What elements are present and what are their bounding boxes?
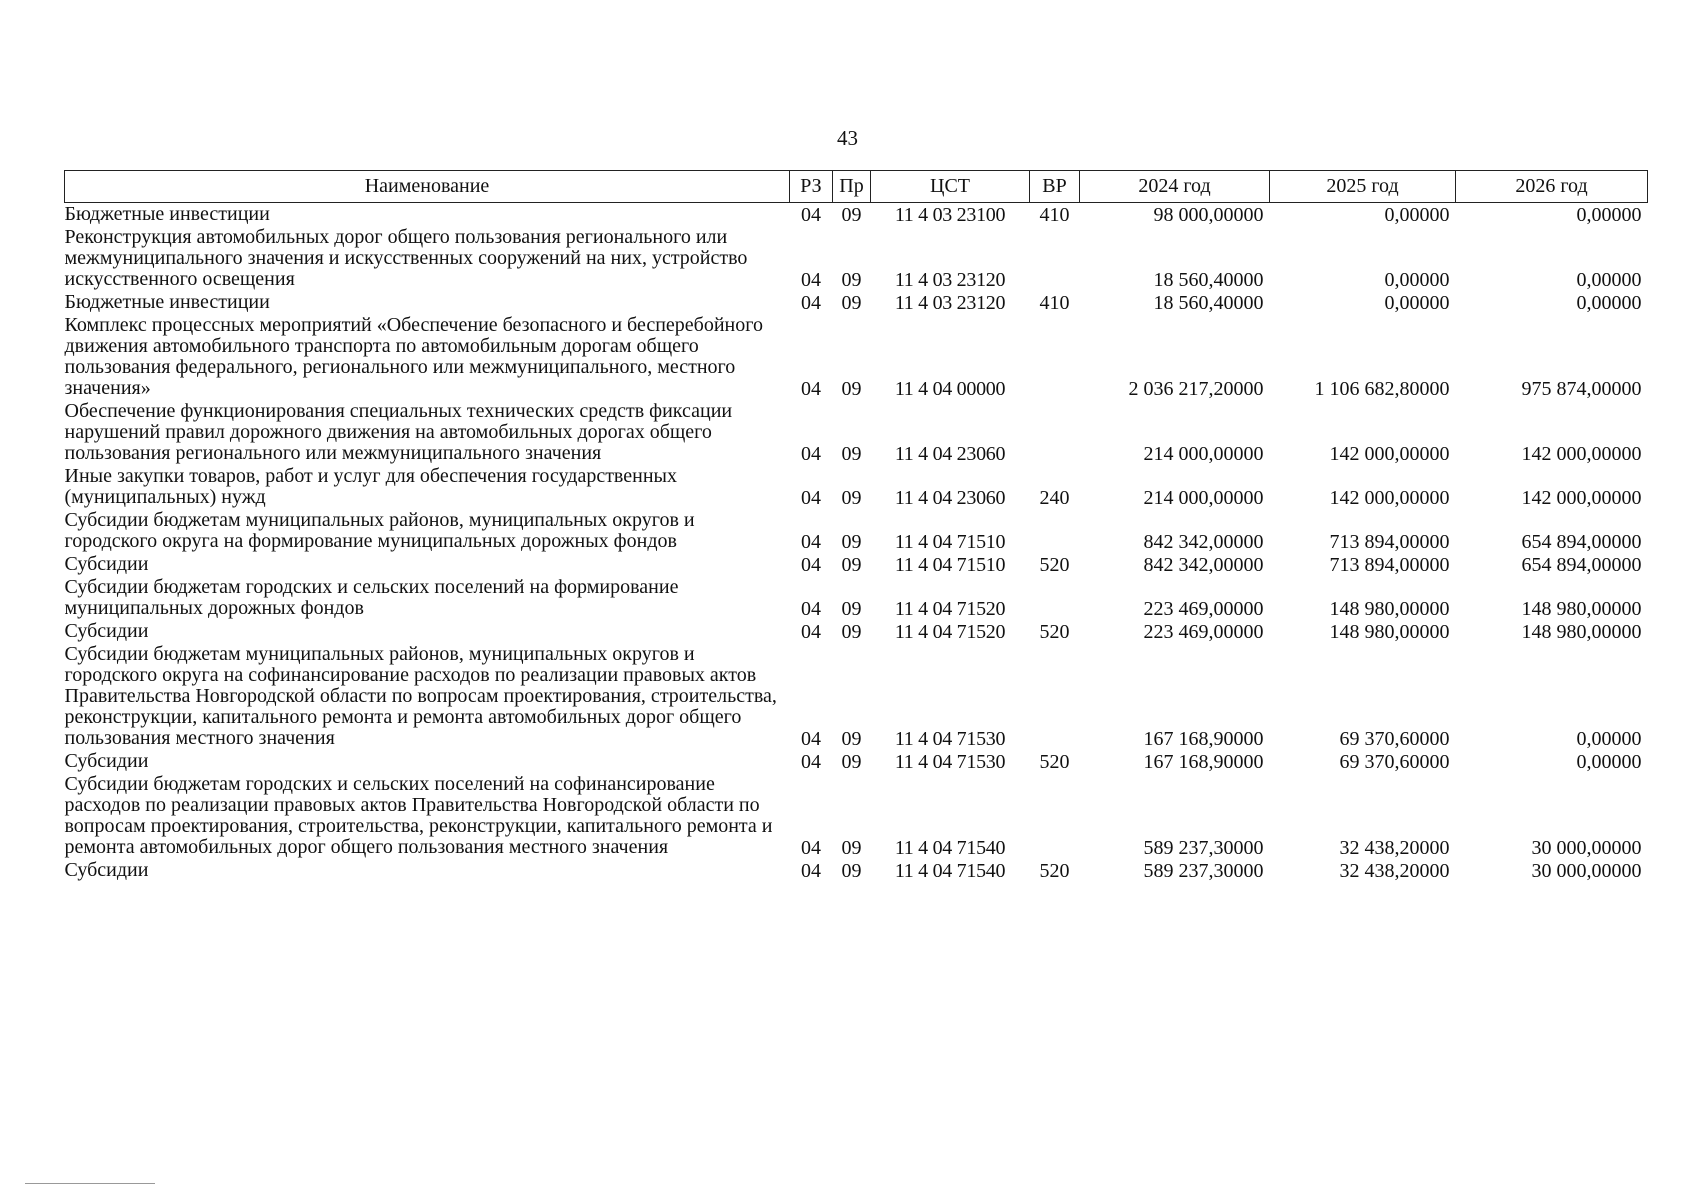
cell-rz: 04 — [801, 860, 821, 882]
cell-cst: 11 4 04 00000 — [894, 378, 1006, 400]
cell-2024: 2 036 217,20000 — [1128, 378, 1264, 400]
cell-2025: 32 438,20000 — [1339, 860, 1450, 882]
header-cst: ЦСТ — [871, 171, 1030, 203]
cell-2024: 223 469,00000 — [1143, 621, 1264, 643]
cell-vr — [1030, 643, 1080, 750]
cell-rz: 04 — [801, 292, 821, 314]
cell-vr: 520 — [1039, 621, 1070, 643]
cell-2024: 842 342,00000 — [1143, 554, 1264, 576]
cell-2026: 0,00000 — [1576, 292, 1642, 314]
cell-cst: 11 4 04 71530 — [894, 728, 1006, 750]
cell-pr: 09 — [841, 204, 862, 226]
cell-2025: 1 106 682,80000 — [1314, 378, 1450, 400]
cell-rz: 04 — [801, 269, 821, 291]
cell-vr: 410 — [1039, 292, 1070, 314]
cell-2025: 0,00000 — [1384, 204, 1450, 226]
table-row — [65, 773, 1648, 859]
cell-vr — [1030, 400, 1080, 465]
table-row — [65, 465, 1648, 509]
cell-cst: 11 4 03 23120 — [894, 269, 1006, 291]
cell-rz: 04 — [801, 621, 821, 643]
cell-2026: 30 000,00000 — [1531, 860, 1642, 882]
cell-2026: 148 980,00000 — [1521, 598, 1642, 620]
cell-2025: 142 000,00000 — [1329, 443, 1450, 465]
cell-pr: 09 — [841, 751, 862, 773]
cell-2026: 0,00000 — [1576, 751, 1642, 773]
cell-2026: 30 000,00000 — [1531, 837, 1642, 859]
header-vr: ВР — [1030, 171, 1080, 203]
cell-2025: 69 370,60000 — [1339, 728, 1450, 750]
table-row — [65, 400, 1648, 465]
table-header — [65, 171, 1648, 203]
cell-cst: 11 4 04 71510 — [894, 554, 1006, 576]
cell-pr: 09 — [841, 598, 862, 620]
cell-pr: 09 — [841, 621, 862, 643]
table-row — [65, 576, 1648, 620]
cell-2025: 713 894,00000 — [1329, 531, 1450, 553]
cell-vr: 240 — [1039, 487, 1070, 509]
table-row — [65, 859, 1648, 882]
header-pr: Пр — [833, 171, 871, 203]
cell-cst: 11 4 04 71530 — [894, 751, 1006, 773]
cell-2025: 142 000,00000 — [1329, 487, 1450, 509]
cell-2026: 975 874,00000 — [1521, 378, 1642, 400]
header-2025: 2025 год — [1270, 171, 1456, 203]
table-body — [65, 203, 1648, 883]
scan-edge-line — [25, 1183, 155, 1184]
cell-2024: 842 342,00000 — [1143, 531, 1264, 553]
cell-pr: 09 — [841, 292, 862, 314]
cell-cst: 11 4 04 71510 — [894, 531, 1006, 553]
cell-2026: 142 000,00000 — [1521, 487, 1642, 509]
header-2026: 2026 год — [1456, 171, 1648, 203]
cell-vr — [1030, 226, 1080, 291]
cell-pr: 09 — [841, 728, 862, 750]
cell-vr: 520 — [1039, 860, 1070, 882]
cell-name: Субсидии бюджетам городских и сельских поселений на софинансирование расходов по реализации правовых актов Правительства Новгородской области по вопросам проектирования, строительства, реконструкции, капитального ремонта и ремонта автомобильных дорог общего пользования местного значения — [64, 773, 773, 858]
cell-rz: 04 — [801, 487, 821, 509]
cell-cst: 11 4 04 71540 — [894, 837, 1006, 859]
cell-2025: 148 980,00000 — [1329, 621, 1450, 643]
cell-name: Субсидии — [64, 859, 149, 881]
cell-vr — [1030, 576, 1080, 620]
cell-2024: 589 237,30000 — [1143, 837, 1264, 859]
cell-cst: 11 4 03 23100 — [894, 204, 1006, 226]
table-row — [65, 226, 1648, 291]
cell-2024: 167 168,90000 — [1143, 728, 1264, 750]
cell-2025: 0,00000 — [1384, 269, 1450, 291]
cell-2025: 713 894,00000 — [1329, 554, 1450, 576]
cell-2025: 32 438,20000 — [1339, 837, 1450, 859]
cell-cst: 11 4 04 71520 — [894, 621, 1006, 643]
table-row — [65, 750, 1648, 773]
cell-cst: 11 4 03 23120 — [894, 292, 1006, 314]
cell-pr: 09 — [841, 860, 862, 882]
cell-rz: 04 — [801, 751, 821, 773]
cell-2026: 654 894,00000 — [1521, 554, 1642, 576]
cell-name: Бюджетные инвестиции — [64, 291, 270, 313]
cell-name: Обеспечение функционирования специальных технических средств фиксации нарушений правил дорожного движения на автомобильных дорогах общего пользования регионального или межмуниципального значения — [64, 400, 733, 464]
cell-pr: 09 — [841, 554, 862, 576]
cell-2026: 142 000,00000 — [1521, 443, 1642, 465]
cell-2025: 148 980,00000 — [1329, 598, 1450, 620]
cell-rz: 04 — [801, 204, 821, 226]
cell-cst: 11 4 04 71540 — [894, 860, 1006, 882]
cell-2024: 214 000,00000 — [1143, 443, 1264, 465]
table-row — [65, 509, 1648, 553]
cell-rz: 04 — [801, 728, 821, 750]
cell-2024: 98 000,00000 — [1153, 204, 1264, 226]
cell-name: Субсидии — [64, 750, 149, 772]
cell-2024: 18 560,40000 — [1153, 292, 1264, 314]
cell-name: Субсидии — [64, 620, 149, 642]
table-row — [65, 203, 1648, 227]
table-row — [65, 314, 1648, 400]
cell-2024: 18 560,40000 — [1153, 269, 1264, 291]
cell-pr: 09 — [841, 378, 862, 400]
page-number: 43 — [837, 126, 858, 150]
cell-2024: 214 000,00000 — [1143, 487, 1264, 509]
cell-rz: 04 — [801, 378, 821, 400]
cell-2025: 69 370,60000 — [1339, 751, 1450, 773]
table-row — [65, 643, 1648, 750]
cell-2026: 0,00000 — [1576, 728, 1642, 750]
cell-name: Реконструкция автомобильных дорог общего пользования регионального или межмуниципального значения и искусственных сооружений на них, устройство искусственного освещения — [64, 226, 748, 290]
cell-name: Субсидии бюджетам муниципальных районов, муниципальных округов и городского округа на формирование муниципальных дорожных фондов — [64, 509, 695, 552]
cell-vr: 520 — [1039, 751, 1070, 773]
cell-name: Комплекс процессных мероприятий «Обеспечение безопасного и бесперебойного движения автомобильного транспорта по автомобильным дорогам общего пользования федерального, регионального или межмуниципального, местного значения» — [64, 314, 763, 399]
cell-cst: 11 4 04 23060 — [894, 487, 1006, 509]
cell-2026: 148 980,00000 — [1521, 621, 1642, 643]
cell-pr: 09 — [841, 269, 862, 291]
cell-name: Бюджетные инвестиции — [64, 203, 270, 225]
cell-2026: 0,00000 — [1576, 204, 1642, 226]
cell-cst: 11 4 04 71520 — [894, 598, 1006, 620]
cell-2024: 223 469,00000 — [1143, 598, 1264, 620]
cell-rz: 04 — [801, 531, 821, 553]
cell-2024: 167 168,90000 — [1143, 751, 1264, 773]
budget-table — [64, 170, 1648, 882]
cell-pr: 09 — [841, 531, 862, 553]
cell-vr: 520 — [1039, 554, 1070, 576]
header-rz: РЗ — [790, 171, 833, 203]
table-row — [65, 291, 1648, 314]
table-row — [65, 553, 1648, 576]
cell-rz: 04 — [801, 443, 821, 465]
cell-2025: 0,00000 — [1384, 292, 1450, 314]
cell-rz: 04 — [801, 598, 821, 620]
cell-name: Субсидии бюджетам муниципальных районов, муниципальных округов и городского округа на софинансирование расходов по реализации правовых актов Правительства Новгородской области по вопросам проектирования, строительства, реконструкции, капитального ремонта и ремонта автомобильных дорог общего пользования местного значения — [64, 643, 777, 749]
cell-2026: 0,00000 — [1576, 269, 1642, 291]
header-name: Наименование — [65, 171, 790, 203]
cell-2024: 589 237,30000 — [1143, 860, 1264, 882]
cell-name: Субсидии бюджетам городских и сельских поселений на формирование муниципальных дорожных фондов — [64, 576, 679, 619]
cell-vr: 410 — [1039, 204, 1070, 226]
cell-2026: 654 894,00000 — [1521, 531, 1642, 553]
cell-name: Иные закупки товаров, работ и услуг для обеспечения государственных (муниципальных) нужд — [64, 465, 677, 508]
table-row — [65, 620, 1648, 643]
cell-vr — [1030, 314, 1080, 400]
cell-rz: 04 — [801, 554, 821, 576]
cell-pr: 09 — [841, 487, 862, 509]
cell-cst: 11 4 04 23060 — [894, 443, 1006, 465]
cell-rz: 04 — [801, 837, 821, 859]
cell-name: Субсидии — [64, 553, 149, 575]
cell-vr — [1030, 773, 1080, 859]
cell-pr: 09 — [841, 837, 862, 859]
cell-pr: 09 — [841, 443, 862, 465]
cell-vr — [1030, 509, 1080, 553]
header-2024: 2024 год — [1080, 171, 1270, 203]
